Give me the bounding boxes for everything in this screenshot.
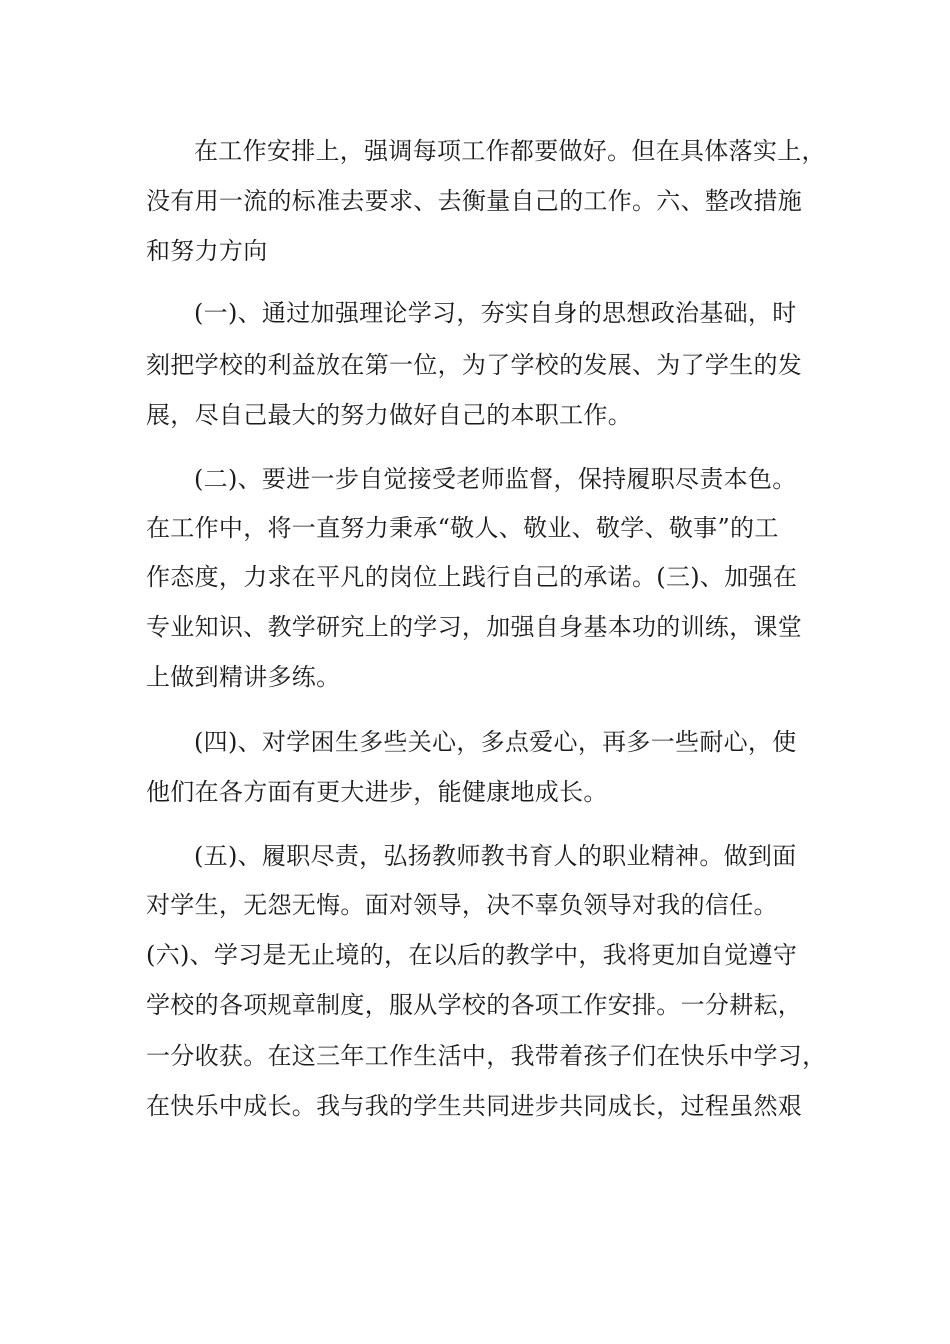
text-line: 在工作中，将一直努力秉承“敬人、敬业、敬学、敬事”的工 bbox=[146, 514, 779, 542]
text-line: (五)、履职尽责，弘扬教师教书育人的职业精神。做到面 bbox=[194, 842, 797, 870]
text-line: 他们在各方面有更大进步，能健康地成长。 bbox=[146, 778, 608, 806]
text-line: 作态度，力求在平凡的岗位上践行自己的承诺。(三)、加强在 bbox=[146, 563, 798, 591]
text-line: 和努力方向 bbox=[146, 237, 268, 265]
text-line: (一)、通过加强理论学习，夯实自身的思想政治基础，时 bbox=[194, 299, 797, 327]
text-line: (二)、要进一步自觉接受老师监督，保持履职尽责本色。 bbox=[194, 465, 797, 493]
text-line: 展，尽自己最大的努力做好自己的本职工作。 bbox=[146, 401, 632, 429]
text-line: 对学生，无怨无悔。面对领导，决不辜负领导对我的信任。 bbox=[146, 891, 778, 919]
text-line: 一分收获。在这三年工作生活中，我带着孩子们在快乐中学习， bbox=[146, 1042, 827, 1070]
text-line: (六)、学习是无止境的，在以后的教学中，我将更加自觉遵守 bbox=[146, 941, 798, 969]
text-line: 专业知识、教学研究上的学习，加强自身基本功的训练，课堂 bbox=[146, 613, 803, 641]
text-line: 在工作安排上，强调每项工作都要做好。但在具体落实上， bbox=[194, 137, 826, 165]
text-line: 没有用一流的标准去要求、去衡量自己的工作。六、整改措施 bbox=[146, 187, 803, 215]
text-line: 学校的各项规章制度，服从学校的各项工作安排。一分耕耘， bbox=[146, 991, 803, 1019]
text-line: 上做到精讲多练。 bbox=[146, 663, 341, 691]
text-line: 刻把学校的利益放在第一位，为了学校的发展、为了学生的发 bbox=[146, 351, 803, 379]
text-line: (四)、对学困生多些关心，多点爱心，再多一些耐心，使 bbox=[194, 728, 797, 756]
text-line: 在快乐中成长。我与我的学生共同进步共同成长，过程虽然艰 bbox=[146, 1092, 803, 1120]
